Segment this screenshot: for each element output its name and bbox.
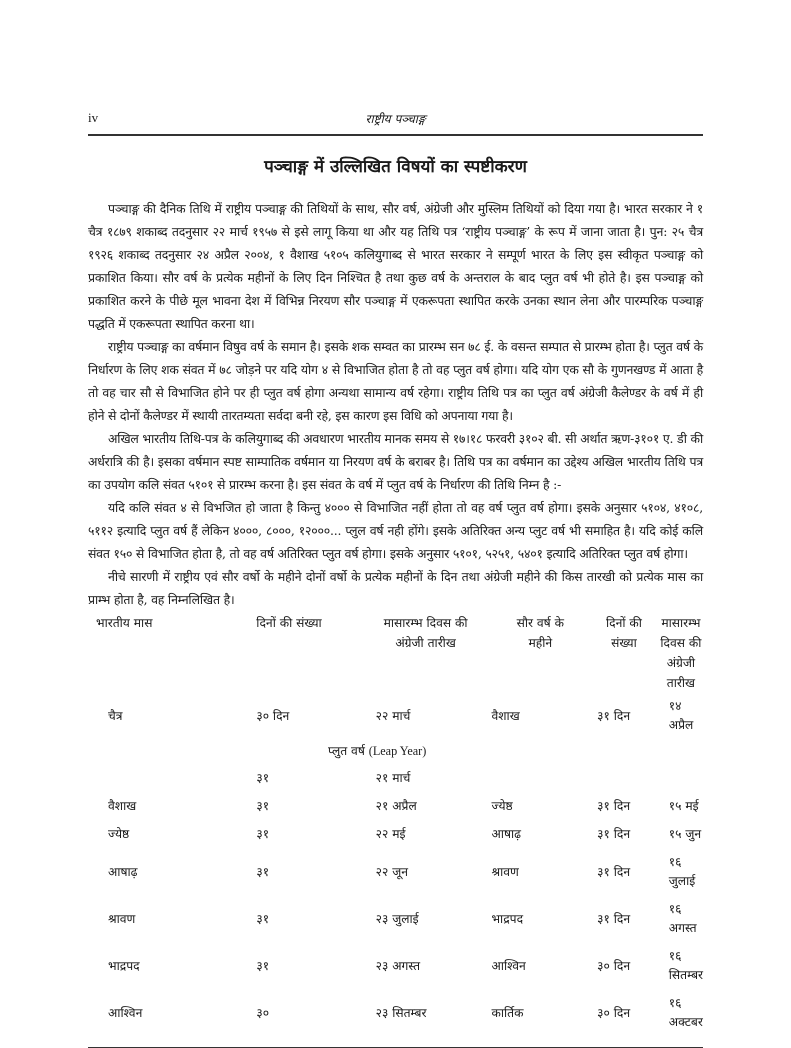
col-header-solar-month <box>491 613 589 693</box>
cell <box>491 765 589 793</box>
header-text: मासारम्भ दिवस की <box>660 616 702 650</box>
col-header-days <box>218 613 359 693</box>
cell: १५ मई <box>668 799 699 813</box>
cell: २२ मार्च <box>375 708 411 723</box>
cell: श्रावण <box>108 911 136 926</box>
cell: आश्विन <box>108 1005 143 1020</box>
cell: कार्तिक <box>491 1005 524 1020</box>
cell: २३ जुलाई <box>375 911 419 926</box>
cell: भाद्रपद <box>491 911 524 926</box>
cell: ३१ दिन <box>597 708 631 723</box>
cell <box>88 765 218 793</box>
col-header-indian-month <box>88 613 218 693</box>
paragraph: राष्ट्रीय पञ्चाङ्ग का वर्षमान विषुव वर्ष के समान है। इसके शक सम्वत का प्रारम्भ सन ७८ ई. के वसन्त सम्पात से प्रारम्भ होता है। प्लुत वर्ष के निर्धारण के लिए शक संवत में ७८ जोड़ने पर यदि योग ४ से विभाजित होता है तो वह प्लुत वर्ष होगा। यदि योग एक सौ के गुणनखण्ड में आता है तो वह चार सौ से विभाजित होने पर ही प्लुत वर्ष होगा अन्यथा सामान्य वर्ष रहेगा। राष्ट्रीय तिथि पत्र का प्लुत वर्ष अंग्रेजी कैलेण्डर के वर्ष में ही होने से दोनों कैलेण्डर में स्थायी तारतम्यता सर्वदा बनी रहे, इस कारण इस विधि को अपनाया गया है। <box>88 339 703 423</box>
paragraph: अखिल भारतीय तिथि-पत्र के कलियुगाब्द की अवधारण भारतीय मानक समय से १७।१८ फरवरी ३१०२ बी. सी अर्थात ऋण-३१०१ ए. डी की अर्धरात्रि की है। इसका वर्षमान स्पष्ट साम्पातिक वर्षमान या निरयण वर्ष के बराबर है। तिथि पत्र का वर्षमान का उद्देश्य अखिल भारतीय तिथि पत्र का उपयोग कलि संवत ५१०१ से प्रारम्भ करना है। इस संवत के वर्ष में प्लुत वर्ष के निर्धारण की तिथि निम्न है :- <box>88 431 703 492</box>
cell: ३१ <box>256 911 270 926</box>
leap-year-row <box>88 765 703 793</box>
cell: १६ अक्टबर <box>668 996 703 1029</box>
cell: १४ अप्रैल <box>668 699 694 732</box>
col-header-solar-start-date <box>659 613 703 693</box>
cell: २३ सितम्बर <box>375 1005 427 1020</box>
cell: २१ मार्च <box>375 771 411 785</box>
cell: ३१ <box>256 958 270 973</box>
table-row <box>88 990 703 1037</box>
cell: ३० <box>256 1005 270 1020</box>
leap-year-label <box>88 740 703 765</box>
cell: २१ अप्रैल <box>375 799 417 813</box>
cell: २२ जून <box>375 864 409 879</box>
cell: २३ अगस्त <box>375 958 421 973</box>
header-rule <box>88 134 703 136</box>
paragraph: नीचे सारणी में राष्ट्रीय एवं सौर वर्षो के महीने दोनों वर्षो के प्रत्येक महीनों के दिन तथा अंग्रेजी महीने की किस तारखी को प्रत्येक मास का प्राम्भ होता है, वह निम्नलिखित है। <box>88 569 703 607</box>
cell: चैत्र <box>108 708 123 723</box>
table-row <box>88 793 703 821</box>
header-text: अंग्रेजी तारीख <box>666 656 696 690</box>
header-text: दिनों की <box>605 616 642 630</box>
leap-year-label-row <box>88 740 703 765</box>
cell: ३१ दिन <box>597 864 631 879</box>
cell: आश्विन <box>491 958 526 973</box>
running-title: राष्ट्रीय पञ्चाङ्ग <box>365 112 426 126</box>
cell: ज्येष्ठ <box>108 827 130 841</box>
cell: ३० दिन <box>597 958 631 973</box>
cell: ३१ दिन <box>597 799 631 813</box>
cell: १६ सितम्बर <box>668 949 704 982</box>
months-table <box>88 613 703 1037</box>
table-header-row <box>88 613 703 693</box>
header-text: संख्या <box>611 636 637 650</box>
cell <box>659 765 703 793</box>
cell: ३० दिन <box>597 1005 631 1020</box>
header-text: भारतीय मास <box>96 616 153 630</box>
cell: वैशाख <box>491 708 520 723</box>
cell: आषाढ़ <box>108 864 138 879</box>
cell: श्रावण <box>491 864 519 879</box>
paragraph: पञ्चाङ्ग की दैनिक तिथि में राष्ट्रीय पञ्चाङ्ग की तिथियों के साथ, सौर वर्ष, अंग्रेजी और मुस्लिम तिथियों को दिया गया है। भारत सरकार ने १ चैत्र १८७९ शकाब्द तदनुसार २२ मार्च १९५७ से इसे लागू किया था और यह तिथि पत्र ‘राष्ट्रीय पञ्चाङ्ग’ के रूप में जाना जाता है। पुन: २५ चैत्र १९२६ शकाब्द तदनुसार २४ अप्रैल २००४, १ वैशाख ५१०५ कलियुगाब्द से भारत सरकार ने सम्पूर्ण भारत के लिए इस स्वीकृत पञ्चाङ्ग को प्रकाशित किया। सौर वर्ष के प्रत्येक महीनों के लिए दिन निश्चित है तथा कुछ वर्ष के अन्तराल के बाद प्लुत वर्ष भी होते है। इस पञ्चाङ्ग को प्रकाशित करने के पीछे मूल भावना देश में विभिन्न निरयण सौर पञ्चाङ्ग में एकरूपता स्थापित करके उनका स्थान लेना और पारम्परिक पञ्चाङ्ग पद्धति में एकरूपता स्थापित करना था। <box>88 201 703 331</box>
table-row <box>88 849 703 896</box>
cell: १५ जुन <box>668 827 702 841</box>
cell: ३० दिन <box>256 708 290 723</box>
cell: ३१ <box>256 771 270 785</box>
header-text: सौर वर्ष के <box>516 616 564 630</box>
section-title: पञ्चाङ्ग में उल्लिखित विषयों का स्पष्टीकरण <box>264 157 527 177</box>
header-text: अंग्रेजी तारीख <box>395 636 456 650</box>
cell: ३१ <box>256 799 270 813</box>
leap-year-english: (Leap Year) <box>368 744 427 758</box>
cell: आषाढ़ <box>491 827 522 841</box>
cell: ३१ <box>256 864 270 879</box>
cell: १६ अगस्त <box>668 902 697 935</box>
document-page <box>88 110 703 1048</box>
cell: भाद्रपद <box>108 958 140 973</box>
running-header <box>88 110 703 132</box>
paragraph: यदि कलि संवत ४ से विभजित हो जाता है किन्तु ४००० से विभाजित नहीं होता तो वह वर्ष प्लुत वर्ष होगा। इसके अनुसार ५१०४, ४१०८, ५११२ इत्यादि प्लुत वर्ष हैं लेकिन ४०००, ८०००, १२०००... प्लुल वर्ष नही होंगे। इसके अतिरिक्त अन्य प्लुट वर्ष भी समाहित है। यदि कोई कलि संवत १५० से विभाजित होता है, तो वह वर्ष अतिरिक्त प्लुत वर्ष होगा। इसके अनुसार ५१०१, ५२५१, ५४०१ इत्यादि अतिरिक्त प्लुत वर्ष होगा। <box>88 500 703 561</box>
cell: ३१ दिन <box>597 911 631 926</box>
leap-year-hindi: प्लुत वर्ष <box>328 744 365 758</box>
table-row <box>88 693 703 740</box>
header-text: महीने <box>528 636 553 650</box>
header-text: दिनों की संख्या <box>256 616 322 630</box>
page-number: iv <box>88 110 99 125</box>
cell: ज्येष्ठ <box>491 799 513 813</box>
cell: १६ जुलाई <box>668 855 696 888</box>
col-header-start-date <box>360 613 492 693</box>
table-row <box>88 943 703 990</box>
cell: ३१ <box>256 827 270 841</box>
header-text: मासारम्भ दिवस की <box>383 616 468 630</box>
cell <box>589 765 659 793</box>
cell: वैशाख <box>108 799 137 813</box>
col-header-solar-days <box>589 613 659 693</box>
cell: ३१ दिन <box>597 827 631 841</box>
table-row <box>88 896 703 943</box>
table-row <box>88 821 703 849</box>
cell: २२ मई <box>375 827 406 841</box>
